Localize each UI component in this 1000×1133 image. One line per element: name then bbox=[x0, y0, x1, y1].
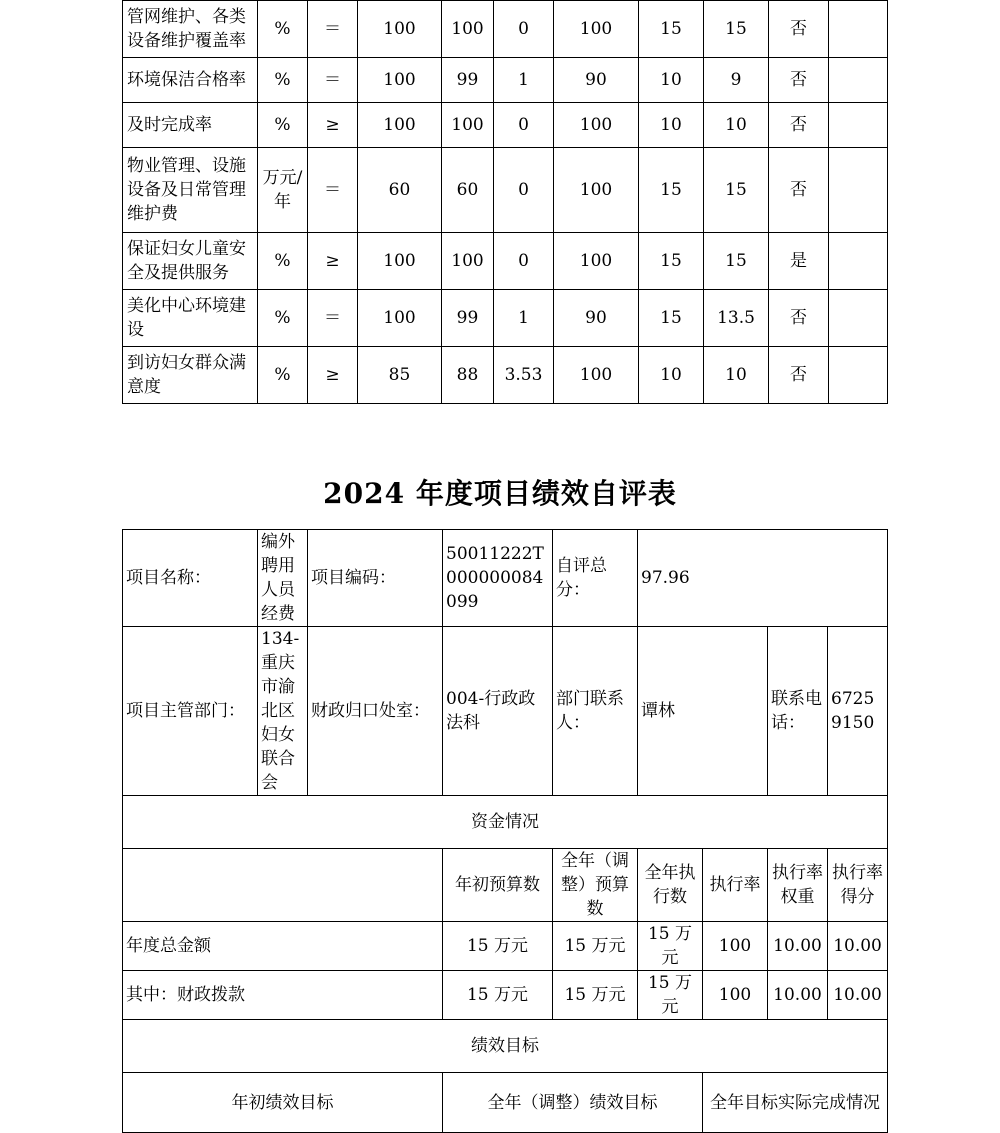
cell-note bbox=[829, 347, 888, 404]
cell-unit: % bbox=[258, 347, 308, 404]
funds-header-blank bbox=[123, 849, 443, 922]
cell-unit: % bbox=[258, 233, 308, 290]
cell-score: 15 bbox=[704, 148, 769, 233]
funds-row-executed: 15 万元 bbox=[638, 971, 703, 1020]
table-row bbox=[123, 1, 888, 58]
cell-score: 10 bbox=[704, 103, 769, 148]
cell-score: 9 bbox=[704, 58, 769, 103]
cell-name: 及时完成率 bbox=[123, 103, 258, 148]
cell-name: 环境保洁合格率 bbox=[123, 58, 258, 103]
cell-target: 100 bbox=[358, 103, 442, 148]
cell-op: ≥ bbox=[308, 103, 358, 148]
cell-name: 管网维护、各类设备维护覆盖率 bbox=[123, 1, 258, 58]
funds-row-score: 10.00 bbox=[828, 922, 888, 971]
cell-dev: 3.53 bbox=[494, 347, 554, 404]
cell-adj: 99 bbox=[442, 58, 494, 103]
cell-score: 15 bbox=[704, 233, 769, 290]
cell-op: ＝ bbox=[308, 58, 358, 103]
cell-note bbox=[829, 148, 888, 233]
cell-unit: 万元/年 bbox=[258, 148, 308, 233]
contact-label: 部门联系人： bbox=[553, 627, 638, 796]
cell-score: 13.5 bbox=[704, 290, 769, 347]
funds-row-label: 年度总金额 bbox=[123, 922, 443, 971]
funds-row-initial: 15 万元 bbox=[443, 922, 553, 971]
cell-rate: 100 bbox=[554, 1, 639, 58]
office-label: 财政归口处室： bbox=[308, 627, 443, 796]
cell-target: 60 bbox=[358, 148, 442, 233]
funds-header-initial: 年初预算数 bbox=[443, 849, 553, 922]
cell-adj: 100 bbox=[442, 233, 494, 290]
cell-dev: 0 bbox=[494, 233, 554, 290]
funds-row-rate: 100 bbox=[703, 971, 768, 1020]
cell-unit: % bbox=[258, 1, 308, 58]
cell-flag: 是 bbox=[769, 233, 829, 290]
phone-value: 67259150 bbox=[828, 627, 888, 796]
table-row bbox=[123, 971, 888, 1020]
cell-flag: 否 bbox=[769, 148, 829, 233]
cell-name: 物业管理、设施设备及日常管理维护费 bbox=[123, 148, 258, 233]
cell-note bbox=[829, 290, 888, 347]
cell-unit: % bbox=[258, 290, 308, 347]
cell-target: 100 bbox=[358, 58, 442, 103]
cell-adj: 88 bbox=[442, 347, 494, 404]
funds-header-executed: 全年执行数 bbox=[638, 849, 703, 922]
cell-unit: % bbox=[258, 58, 308, 103]
cell-flag: 否 bbox=[769, 58, 829, 103]
funds-header-score: 执行率得分 bbox=[828, 849, 888, 922]
cell-flag: 否 bbox=[769, 103, 829, 148]
project-code: 50011222T000000084099 bbox=[443, 530, 553, 627]
performance-section-title: 绩效目标 bbox=[123, 1020, 888, 1073]
perf-col-initial: 年初绩效目标 bbox=[123, 1073, 443, 1133]
funds-row-weight: 10.00 bbox=[768, 922, 828, 971]
cell-adj: 60 bbox=[442, 148, 494, 233]
cell-dev: 1 bbox=[494, 290, 554, 347]
cell-flag: 否 bbox=[769, 290, 829, 347]
cell-rate: 100 bbox=[554, 233, 639, 290]
funds-row-initial: 15 万元 bbox=[443, 971, 553, 1020]
cell-op: ≥ bbox=[308, 347, 358, 404]
self-score: 97.96 bbox=[638, 530, 888, 627]
cell-op: ≥ bbox=[308, 233, 358, 290]
cell-dev: 1 bbox=[494, 58, 554, 103]
cell-op: ＝ bbox=[308, 290, 358, 347]
cell-note bbox=[829, 103, 888, 148]
funds-section-title: 资金情况 bbox=[123, 796, 888, 849]
cell-adj: 100 bbox=[442, 1, 494, 58]
funds-row-weight: 10.00 bbox=[768, 971, 828, 1020]
cell-dev: 0 bbox=[494, 148, 554, 233]
office-value: 004-行政政法科 bbox=[443, 627, 553, 796]
cell-name: 美化中心环境建设 bbox=[123, 290, 258, 347]
cell-adj: 100 bbox=[442, 103, 494, 148]
cell-name: 到访妇女群众满意度 bbox=[123, 347, 258, 404]
cell-weight: 10 bbox=[639, 347, 704, 404]
cell-op: ＝ bbox=[308, 1, 358, 58]
funds-row-adjusted: 15 万元 bbox=[553, 971, 638, 1020]
cell-target: 100 bbox=[358, 290, 442, 347]
cell-dev: 0 bbox=[494, 103, 554, 148]
cell-unit: % bbox=[258, 103, 308, 148]
cell-target: 100 bbox=[358, 233, 442, 290]
funds-header-rate: 执行率 bbox=[703, 849, 768, 922]
cell-rate: 100 bbox=[554, 148, 639, 233]
cell-rate: 100 bbox=[554, 103, 639, 148]
cell-weight: 15 bbox=[639, 233, 704, 290]
cell-score: 10 bbox=[704, 347, 769, 404]
cell-weight: 15 bbox=[639, 290, 704, 347]
page-title: 2024 年度项目绩效自评表 bbox=[323, 477, 677, 510]
funds-row-rate: 100 bbox=[703, 922, 768, 971]
table-row bbox=[123, 290, 888, 347]
table-row bbox=[123, 58, 888, 103]
self-score-label: 自评总分： bbox=[553, 530, 638, 627]
cell-name: 保证妇女儿童安全及提供服务 bbox=[123, 233, 258, 290]
dept-label: 项目主管部门： bbox=[123, 627, 258, 796]
cell-rate: 100 bbox=[554, 347, 639, 404]
cell-rate: 90 bbox=[554, 290, 639, 347]
table-row bbox=[123, 103, 888, 148]
table-row bbox=[123, 233, 888, 290]
evaluation-table bbox=[122, 529, 888, 1133]
perf-col-actual: 全年目标实际完成情况 bbox=[703, 1073, 888, 1133]
cell-op: ＝ bbox=[308, 148, 358, 233]
cell-weight: 10 bbox=[639, 58, 704, 103]
cell-target: 100 bbox=[358, 1, 442, 58]
perf-col-adjusted: 全年（调整）绩效目标 bbox=[443, 1073, 703, 1133]
funds-header-weight: 执行率权重 bbox=[768, 849, 828, 922]
funds-row-label: 其中：财政拨款 bbox=[123, 971, 443, 1020]
cell-note bbox=[829, 233, 888, 290]
funds-row-adjusted: 15 万元 bbox=[553, 922, 638, 971]
funds-row-score: 10.00 bbox=[828, 971, 888, 1020]
cell-dev: 0 bbox=[494, 1, 554, 58]
cell-note bbox=[829, 1, 888, 58]
indicator-table bbox=[122, 0, 888, 404]
cell-adj: 99 bbox=[442, 290, 494, 347]
table-row bbox=[123, 148, 888, 233]
cell-score: 15 bbox=[704, 1, 769, 58]
cell-flag: 否 bbox=[769, 347, 829, 404]
cell-rate: 90 bbox=[554, 58, 639, 103]
funds-header-adjusted: 全年（调整）预算数 bbox=[553, 849, 638, 922]
project-name-label: 项目名称： bbox=[123, 530, 258, 627]
cell-target: 85 bbox=[358, 347, 442, 404]
table-row bbox=[123, 347, 888, 404]
cell-note bbox=[829, 58, 888, 103]
phone-label: 联系电话： bbox=[768, 627, 828, 796]
project-name: 编外聘用人员经费 bbox=[258, 530, 308, 627]
project-code-label: 项目编码： bbox=[308, 530, 443, 627]
table-row bbox=[123, 922, 888, 971]
cell-flag: 否 bbox=[769, 1, 829, 58]
dept-value: 134-重庆市渝北区妇女联合会 bbox=[258, 627, 308, 796]
cell-weight: 10 bbox=[639, 103, 704, 148]
contact-value: 谭林 bbox=[638, 627, 768, 796]
funds-row-executed: 15 万元 bbox=[638, 922, 703, 971]
cell-weight: 15 bbox=[639, 1, 704, 58]
cell-weight: 15 bbox=[639, 148, 704, 233]
